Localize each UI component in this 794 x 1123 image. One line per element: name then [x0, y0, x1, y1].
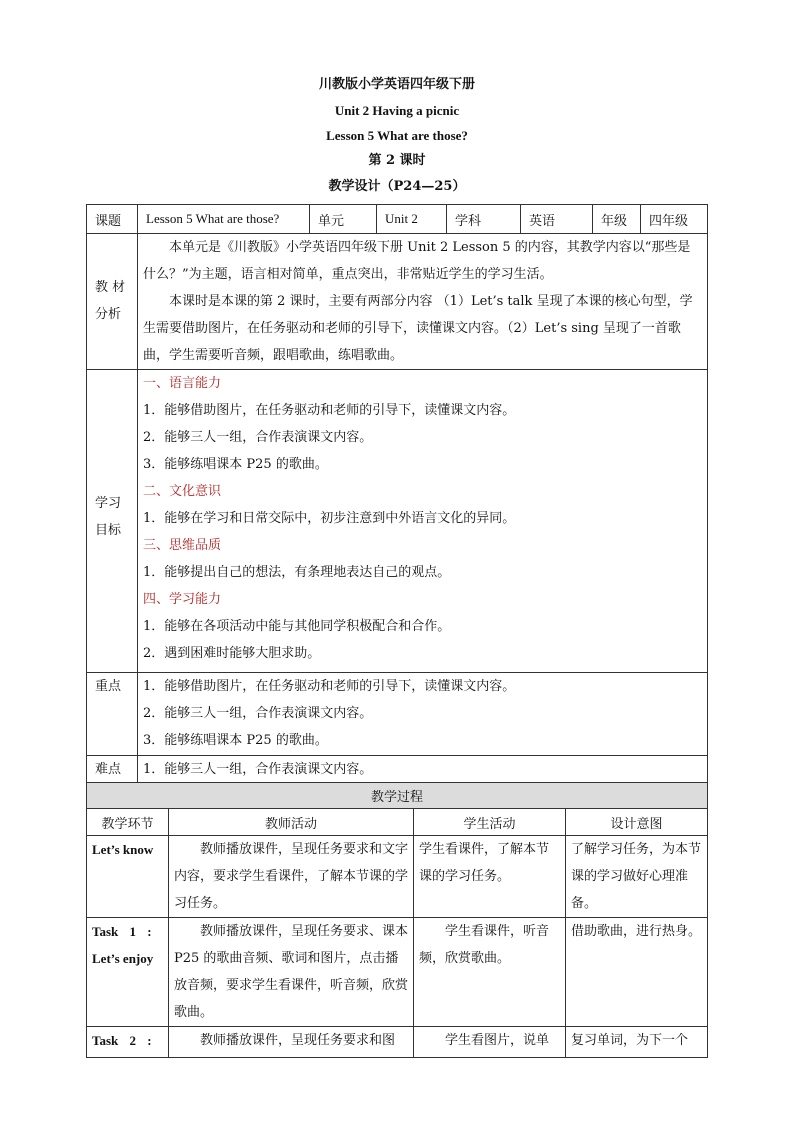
analysis-paragraph-2: 本课时是本课的第 2 课时，主要有两部分内容 （1）Let’s talk 呈现了本课的核心句型，学生需要借助图片，在任务驱动和老师的引导下，读懂课文内容。（2）Let’s sing 呈现了一首歌曲，学生需要听音频，跟唱歌曲，练唱歌曲。: [143, 294, 693, 363]
teacher-text: 教师播放课件，呈现任务要求、课本 P25 的歌曲音频、歌词和图片，点击播放音频，要求学生看课件，听音频，欣赏歌曲。: [174, 924, 409, 1020]
goals-label: [87, 370, 138, 673]
doc-title-cn: 川教版小学英语四年级下册: [318, 77, 475, 92]
unit-label: 单元: [310, 205, 377, 234]
info-row: [87, 205, 708, 234]
teacher-text: 教师播放课件，呈现任务要求和文字内容，要求学生看课件，了解本节课的学习任务。: [174, 842, 409, 911]
analysis-label-line2: 分析: [95, 307, 122, 322]
goals-section-title-2: 二、文化意识: [143, 484, 222, 499]
intent-cell: [566, 1027, 708, 1058]
process-header-row: [87, 809, 708, 836]
teacher-cell: [169, 836, 414, 918]
stage-line2: Let’s enjoy: [92, 951, 154, 966]
intent-text: 了解学习任务，为本节课的学习做好心理准备。: [571, 842, 702, 911]
analysis-row: [87, 234, 708, 370]
goals-label-line2: 目标: [95, 523, 122, 538]
process-row: [87, 836, 708, 918]
teaching-process-table: [86, 782, 708, 1058]
teacher-cell: [169, 1027, 414, 1058]
stage-cell: [87, 836, 169, 918]
key-points-content: [138, 673, 708, 756]
topic-value: Lesson 5 What are those?: [138, 205, 310, 234]
stage-line1: Let’s know: [92, 842, 154, 857]
difficult-points-row: [87, 756, 708, 784]
stage-cell: [87, 1027, 169, 1058]
process-row: [87, 918, 708, 1027]
topic-label: 课题: [87, 205, 138, 234]
student-cell: [414, 836, 566, 918]
key-point-item: 2．能够三人一组，合作表演课文内容。: [143, 706, 373, 721]
stage-line1: Task 1 :: [92, 924, 152, 939]
lesson-info-table: [86, 204, 708, 784]
goals-section-title-3: 三、思维品质: [143, 538, 222, 553]
stage-line1: Task 2 :: [92, 1033, 152, 1048]
grade-value: 四年级: [641, 205, 708, 234]
goals-item: 3．能够练唱课本 P25 的歌曲。: [143, 457, 328, 472]
teacher-text: 教师播放课件，呈现任务要求和图: [200, 1033, 396, 1048]
header-student: 学生活动: [414, 809, 566, 836]
goals-section-title-4: 四、学习能力: [143, 592, 222, 607]
intent-cell: [566, 918, 708, 1027]
goals-item: 2．遇到困难时能够大胆求助。: [143, 646, 321, 661]
goals-item: 1．能够借助图片，在任务驱动和老师的引导下，读懂课文内容。: [143, 403, 516, 418]
goals-item: 1．能够提出自己的想法，有条理地表达自己的观点。: [143, 565, 451, 580]
student-text: 学生看课件，听音频，欣赏歌曲。: [419, 924, 550, 966]
goals-item: 1．能够在各项活动中能与其他同学积极配合和合作。: [143, 619, 451, 634]
student-cell: [414, 1027, 566, 1058]
process-row: [87, 1027, 708, 1058]
subject-value: 英语: [521, 205, 593, 234]
student-text: 学生看课件，了解本节课的学习任务。: [419, 842, 550, 884]
analysis-label-line1: 教 材: [95, 280, 126, 295]
goals-item: 2．能够三人一组，合作表演课文内容。: [143, 430, 373, 445]
analysis-content: [138, 234, 708, 370]
process-title: 教学过程: [87, 783, 708, 809]
student-text: 学生看图片，说单: [445, 1033, 550, 1048]
goals-item: 1．能够在学习和日常交际中，初步注意到中外语言文化的异同。: [143, 511, 516, 526]
doc-design-title: 教学设计（P24—25）: [328, 179, 466, 194]
difficult-point-item: 1．能够三人一组，合作表演课文内容。: [143, 762, 373, 777]
analysis-label: [87, 234, 138, 370]
header-intent: 设计意图: [566, 809, 708, 836]
doc-period: 第 2 课时: [368, 153, 426, 168]
header-teacher: 教师活动: [169, 809, 414, 836]
goals-content: [138, 370, 708, 673]
unit-value: Unit 2: [377, 205, 447, 234]
grade-label: 年级: [593, 205, 641, 234]
process-title-row: [87, 783, 708, 809]
goals-section-title-1: 一、语言能力: [143, 376, 222, 391]
difficult-points-content: [138, 756, 708, 784]
key-points-label: 重点: [87, 673, 138, 756]
key-points-row: [87, 673, 708, 756]
subject-label: 学科: [447, 205, 521, 234]
goals-row: [87, 370, 708, 673]
intent-text: 复习单词，为下一个: [571, 1033, 689, 1048]
doc-lesson-title: Lesson 5 What are those?: [326, 128, 468, 143]
intent-cell: [566, 836, 708, 918]
difficult-points-label: 难点: [87, 756, 138, 784]
header-stage: 教学环节: [87, 809, 169, 836]
intent-text: 借助歌曲，进行热身。: [571, 924, 702, 939]
key-point-item: 3．能够练唱课本 P25 的歌曲。: [143, 733, 328, 748]
analysis-paragraph-1: 本单元是《川教版》小学英语四年级下册 Unit 2 Lesson 5 的内容，其教学内容以“那些是什么？”为主题，语言相对简单，重点突出，非常贴近学生的学习生活。: [143, 240, 691, 282]
key-point-item: 1．能够借助图片，在任务驱动和老师的引导下，读懂课文内容。: [143, 679, 516, 694]
goals-label-line1: 学习: [95, 496, 122, 511]
teacher-cell: [169, 918, 414, 1027]
doc-unit-title: Unit 2 Having a picnic: [334, 103, 460, 118]
stage-cell: [87, 918, 169, 1027]
student-cell: [414, 918, 566, 1027]
